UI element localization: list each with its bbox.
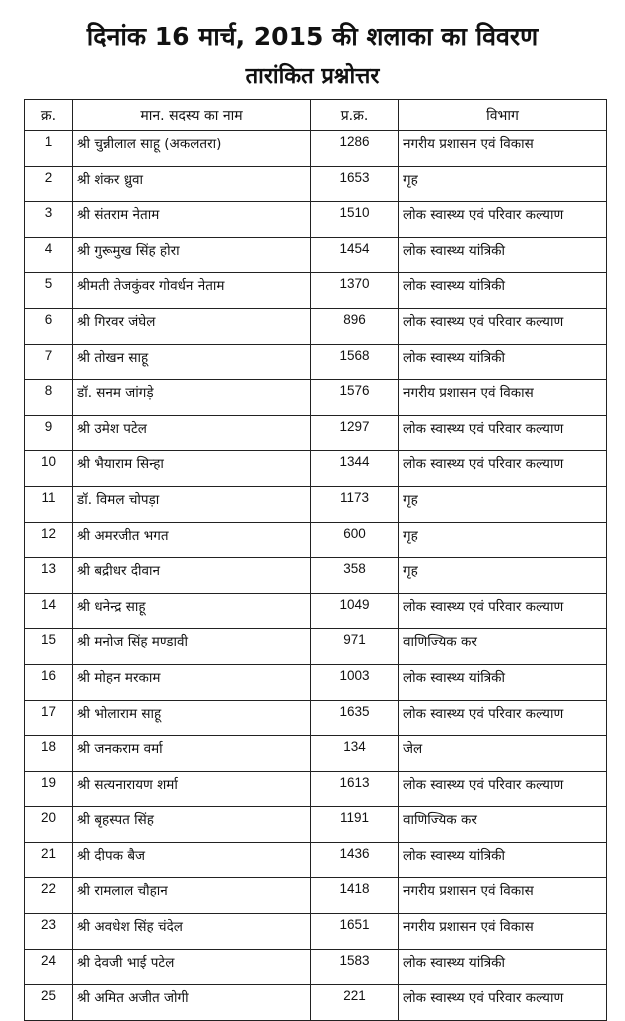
- cell-department: लोक स्वास्थ्य एवं परिवार कल्याण: [399, 415, 607, 451]
- cell-department: लोक स्वास्थ्य एवं परिवार कल्याण: [399, 985, 607, 1021]
- table-row: [25, 593, 607, 629]
- cell-member-name: श्री भैयाराम सिन्हा: [73, 451, 311, 487]
- table-row: [25, 914, 607, 950]
- cell-sno: 18: [25, 736, 73, 772]
- cell-question-no: 600: [311, 522, 399, 558]
- cell-department: लोक स्वास्थ्य यांत्रिकी: [399, 237, 607, 273]
- cell-department: नगरीय प्रशासन एवं विकास: [399, 380, 607, 416]
- header-name: मान. सदस्य का नाम: [73, 100, 311, 131]
- header-sno: क्र.: [25, 100, 73, 131]
- table-row: [25, 308, 607, 344]
- cell-sno: 24: [25, 949, 73, 985]
- cell-sno: 10: [25, 451, 73, 487]
- table-row: [25, 344, 607, 380]
- table-row: [25, 878, 607, 914]
- cell-sno: 4: [25, 237, 73, 273]
- table-row: [25, 736, 607, 772]
- cell-department: लोक स्वास्थ्य एवं परिवार कल्याण: [399, 308, 607, 344]
- cell-sno: 20: [25, 807, 73, 843]
- cell-sno: 23: [25, 914, 73, 950]
- table-row: [25, 380, 607, 416]
- page-title: दिनांक 16 मार्च, 2015 की शलाका का विवरण: [86, 22, 539, 51]
- cell-department: लोक स्वास्थ्य यांत्रिकी: [399, 273, 607, 309]
- cell-sno: 16: [25, 664, 73, 700]
- cell-member-name: श्री तोखन साहू: [73, 344, 311, 380]
- cell-sno: 25: [25, 985, 73, 1021]
- cell-department: लोक स्वास्थ्य एवं परिवार कल्याण: [399, 451, 607, 487]
- cell-question-no: 1635: [311, 700, 399, 736]
- cell-member-name: श्री भोलाराम साहू: [73, 700, 311, 736]
- table-row: [25, 629, 607, 665]
- cell-member-name: डॉ. सनम जांगड़े: [73, 380, 311, 416]
- cell-member-name: श्रीमती तेजकुंवर गोवर्धन नेताम: [73, 273, 311, 309]
- cell-question-no: 134: [311, 736, 399, 772]
- cell-question-no: 1510: [311, 202, 399, 238]
- cell-member-name: श्री अमित अजीत जोगी: [73, 985, 311, 1021]
- cell-question-no: 1436: [311, 842, 399, 878]
- cell-department: गृह: [399, 166, 607, 202]
- cell-member-name: श्री शंकर ध्रुवा: [73, 166, 311, 202]
- cell-sno: 13: [25, 558, 73, 594]
- cell-question-no: 1653: [311, 166, 399, 202]
- cell-sno: 21: [25, 842, 73, 878]
- cell-sno: 12: [25, 522, 73, 558]
- table-header-row: [25, 100, 607, 131]
- cell-member-name: श्री मनोज सिंह मण्डावी: [73, 629, 311, 665]
- cell-question-no: 358: [311, 558, 399, 594]
- cell-department: लोक स्वास्थ्य एवं परिवार कल्याण: [399, 202, 607, 238]
- cell-sno: 14: [25, 593, 73, 629]
- cell-question-no: 896: [311, 308, 399, 344]
- table-row: [25, 237, 607, 273]
- cell-question-no: 1286: [311, 131, 399, 167]
- cell-question-no: 1344: [311, 451, 399, 487]
- cell-sno: 3: [25, 202, 73, 238]
- cell-sno: 9: [25, 415, 73, 451]
- cell-sno: 2: [25, 166, 73, 202]
- table-row: [25, 949, 607, 985]
- cell-department: गृह: [399, 486, 607, 522]
- cell-sno: 15: [25, 629, 73, 665]
- cell-member-name: श्री गिरवर जंघेल: [73, 308, 311, 344]
- cell-member-name: श्री रामलाल चौहान: [73, 878, 311, 914]
- cell-department: नगरीय प्रशासन एवं विकास: [399, 131, 607, 167]
- cell-question-no: 1583: [311, 949, 399, 985]
- cell-member-name: डॉ. विमल चोपड़ा: [73, 486, 311, 522]
- table-row: [25, 202, 607, 238]
- cell-member-name: श्री बद्रीधर दीवान: [73, 558, 311, 594]
- cell-sno: 8: [25, 380, 73, 416]
- cell-sno: 5: [25, 273, 73, 309]
- cell-sno: 22: [25, 878, 73, 914]
- cell-question-no: 1297: [311, 415, 399, 451]
- cell-member-name: श्री मोहन मरकाम: [73, 664, 311, 700]
- cell-department: वाणिज्यिक कर: [399, 807, 607, 843]
- table-row: [25, 273, 607, 309]
- header-qno: प्र.क्र.: [311, 100, 399, 131]
- cell-department: गृह: [399, 558, 607, 594]
- cell-question-no: 1454: [311, 237, 399, 273]
- cell-sno: 17: [25, 700, 73, 736]
- cell-department: गृह: [399, 522, 607, 558]
- cell-member-name: श्री बृहस्पत सिंह: [73, 807, 311, 843]
- cell-question-no: 1568: [311, 344, 399, 380]
- cell-department: लोक स्वास्थ्य यांत्रिकी: [399, 344, 607, 380]
- cell-department: लोक स्वास्थ्य एवं परिवार कल्याण: [399, 771, 607, 807]
- table-row: [25, 522, 607, 558]
- cell-member-name: श्री चुन्नीलाल साहू (अकलतरा): [73, 131, 311, 167]
- table-row: [25, 131, 607, 167]
- table-row: [25, 807, 607, 843]
- cell-department: लोक स्वास्थ्य एवं परिवार कल्याण: [399, 700, 607, 736]
- cell-sno: 11: [25, 486, 73, 522]
- question-table: [24, 99, 607, 1021]
- table-row: [25, 415, 607, 451]
- cell-department: जेल: [399, 736, 607, 772]
- table-row: [25, 842, 607, 878]
- table-row: [25, 700, 607, 736]
- cell-member-name: श्री देवजी भाई पटेल: [73, 949, 311, 985]
- cell-department: लोक स्वास्थ्य यांत्रिकी: [399, 664, 607, 700]
- cell-question-no: 1003: [311, 664, 399, 700]
- cell-member-name: श्री उमेश पटेल: [73, 415, 311, 451]
- cell-question-no: 971: [311, 629, 399, 665]
- table-row: [25, 771, 607, 807]
- cell-question-no: 1418: [311, 878, 399, 914]
- cell-member-name: श्री संतराम नेताम: [73, 202, 311, 238]
- cell-member-name: श्री धनेन्द्र साहू: [73, 593, 311, 629]
- cell-department: वाणिज्यिक कर: [399, 629, 607, 665]
- table-row: [25, 558, 607, 594]
- cell-member-name: श्री अमरजीत भगत: [73, 522, 311, 558]
- cell-member-name: श्री अवधेश सिंह चंदेल: [73, 914, 311, 950]
- cell-sno: 19: [25, 771, 73, 807]
- table-row: [25, 451, 607, 487]
- table-row: [25, 664, 607, 700]
- cell-sno: 1: [25, 131, 73, 167]
- cell-question-no: 1049: [311, 593, 399, 629]
- page-subtitle: तारांकित प्रश्नोत्तर: [245, 64, 380, 89]
- header-dept: विभाग: [399, 100, 607, 131]
- cell-question-no: 1191: [311, 807, 399, 843]
- cell-department: लोक स्वास्थ्य एवं परिवार कल्याण: [399, 593, 607, 629]
- cell-question-no: 1173: [311, 486, 399, 522]
- cell-sno: 6: [25, 308, 73, 344]
- cell-question-no: 221: [311, 985, 399, 1021]
- cell-department: नगरीय प्रशासन एवं विकास: [399, 914, 607, 950]
- cell-department: लोक स्वास्थ्य यांत्रिकी: [399, 842, 607, 878]
- cell-member-name: श्री गुरूमुख सिंह होरा: [73, 237, 311, 273]
- cell-sno: 7: [25, 344, 73, 380]
- table-row: [25, 166, 607, 202]
- table-row: [25, 486, 607, 522]
- table-row: [25, 985, 607, 1021]
- cell-member-name: श्री जनकराम वर्मा: [73, 736, 311, 772]
- cell-question-no: 1613: [311, 771, 399, 807]
- cell-member-name: श्री दीपक बैज: [73, 842, 311, 878]
- cell-department: लोक स्वास्थ्य यांत्रिकी: [399, 949, 607, 985]
- cell-department: नगरीय प्रशासन एवं विकास: [399, 878, 607, 914]
- cell-question-no: 1576: [311, 380, 399, 416]
- cell-member-name: श्री सत्यनारायण शर्मा: [73, 771, 311, 807]
- cell-question-no: 1370: [311, 273, 399, 309]
- cell-question-no: 1651: [311, 914, 399, 950]
